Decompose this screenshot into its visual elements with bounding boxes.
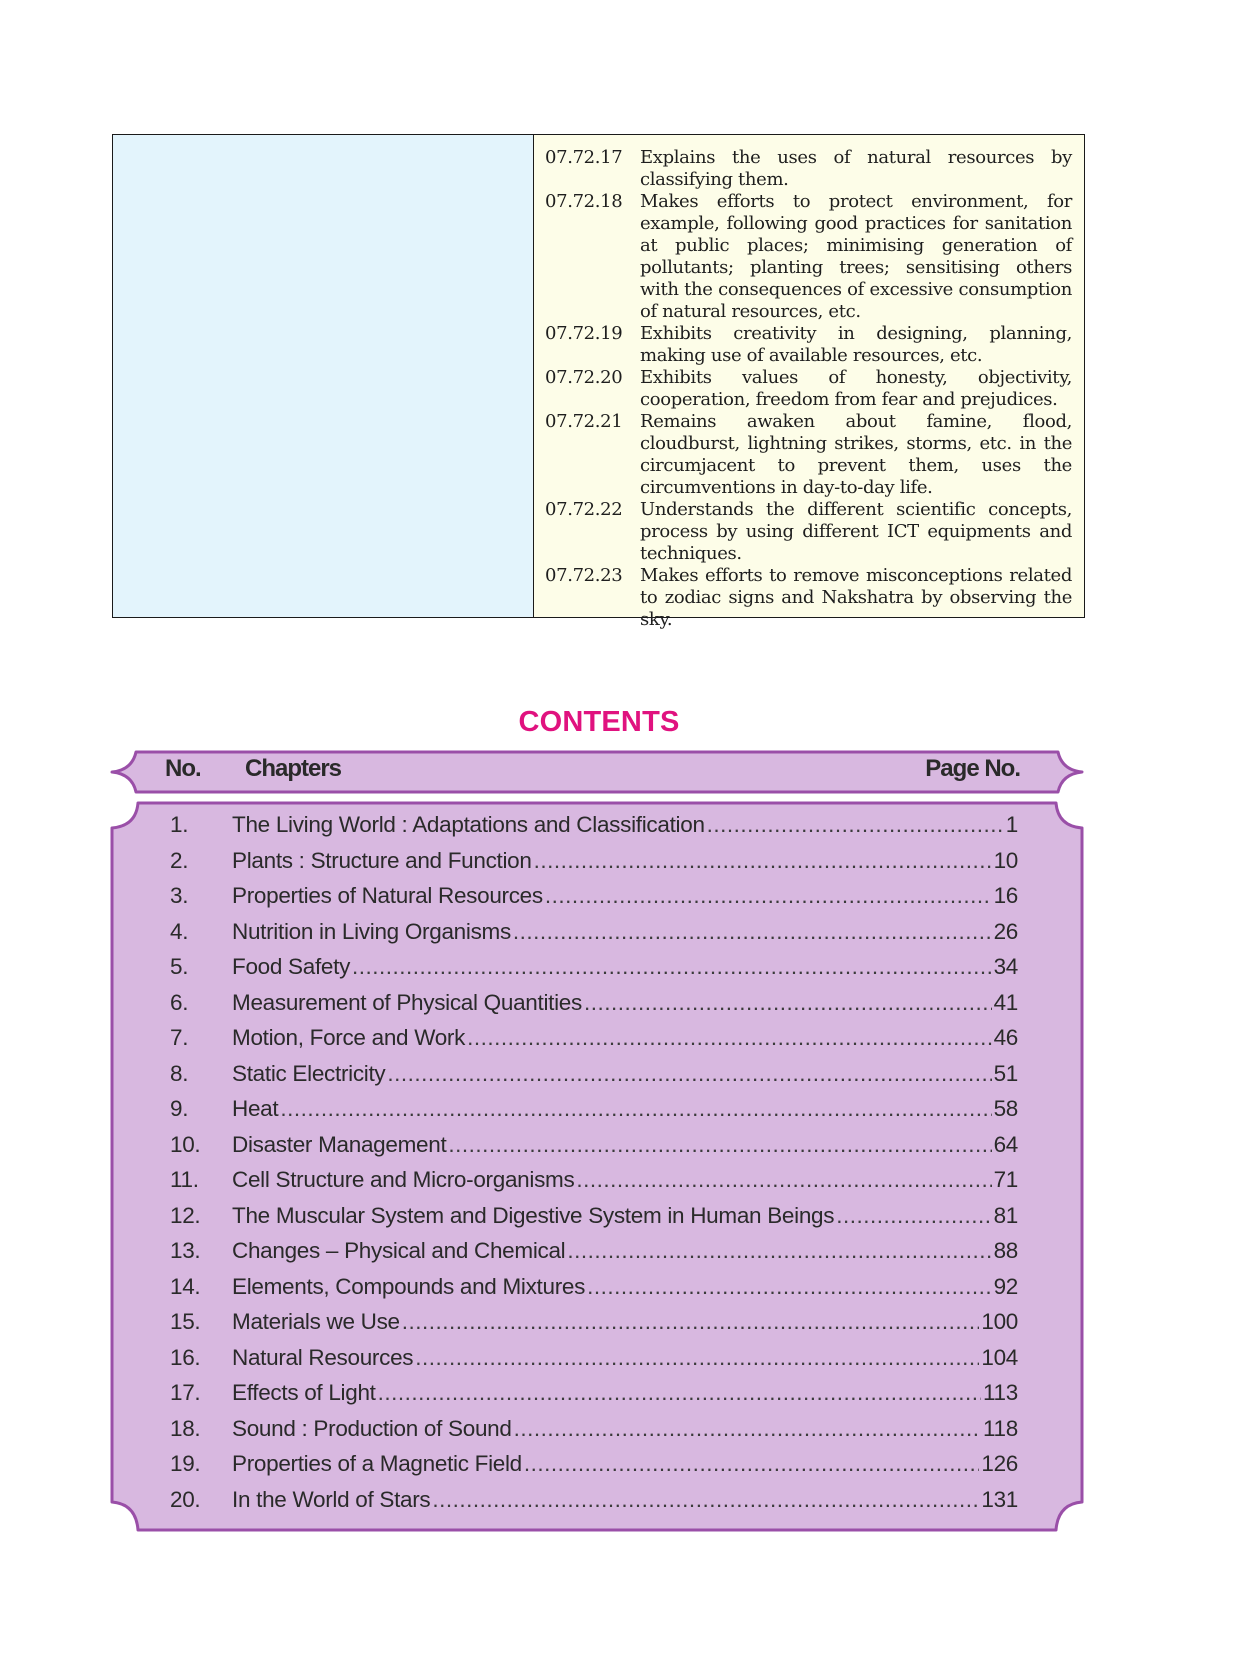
dot-leader xyxy=(836,1203,991,1229)
chapter-title: Measurement of Physical Quantities xyxy=(232,989,582,1015)
outcome-text: Exhibits values of honesty, objectivity, cooperation, freedom from fear and prejudices. xyxy=(640,367,1072,410)
outcome-code: 07.72.18 xyxy=(545,191,623,212)
chapter-title: Motion, Force and Work xyxy=(232,1025,466,1050)
chapter-row[interactable] xyxy=(170,1274,1018,1310)
chapter-page-number: 64 xyxy=(993,1131,1018,1157)
chapter-number: 5. xyxy=(170,954,189,979)
chapter-number: 19. xyxy=(170,1451,201,1476)
header-no: No. xyxy=(165,755,201,782)
chapter-page-number: 41 xyxy=(993,989,1018,1015)
dot-leader xyxy=(524,1451,979,1477)
chapter-title: Effects of Light xyxy=(232,1380,376,1405)
dot-leader xyxy=(432,1487,979,1513)
chapter-page-number: 100 xyxy=(981,1309,1018,1334)
chapter-number: 16. xyxy=(170,1344,201,1370)
chapter-row[interactable] xyxy=(170,919,1018,955)
chapter-title: The Muscular System and Digestive System in Human Beings xyxy=(232,1202,835,1228)
chapter-row[interactable] xyxy=(170,1309,1018,1345)
chapter-number: 1. xyxy=(170,812,189,837)
chapter-page-number: 92 xyxy=(993,1273,1018,1299)
dot-leader xyxy=(545,883,992,909)
chapter-number: 15. xyxy=(170,1309,201,1334)
chapter-page-number: 26 xyxy=(993,918,1018,944)
chapter-row[interactable] xyxy=(170,1096,1018,1132)
chapter-title: Materials we Use xyxy=(232,1309,400,1334)
chapter-row[interactable] xyxy=(170,1487,1018,1523)
dot-leader xyxy=(387,1061,991,1087)
outcome-code: 07.72.23 xyxy=(545,565,623,586)
chapter-title: Natural Resources xyxy=(232,1344,414,1370)
chapter-title: Properties of Natural Resources xyxy=(232,883,543,908)
dot-leader xyxy=(415,1345,979,1371)
chapter-title: Plants : Structure and Function xyxy=(232,847,532,873)
outcome-text: Makes efforts to protect environment, for example, following good practices for sanitation at public places; minimising generation of pollutants; planting trees; sensitising others with the consequences of excessive consumption of natural resources, etc. xyxy=(640,191,1072,322)
chapter-row[interactable] xyxy=(170,1061,1018,1097)
chapter-number: 13. xyxy=(170,1238,201,1263)
chapter-number: 3. xyxy=(170,883,189,908)
chapter-row[interactable] xyxy=(170,1345,1018,1381)
contents-title: CONTENTS xyxy=(518,706,680,738)
chapter-title: Elements, Compounds and Mixtures xyxy=(232,1273,586,1299)
dot-leader xyxy=(402,1309,980,1335)
chapter-row[interactable] xyxy=(170,1416,1018,1452)
chapter-number: 10. xyxy=(170,1131,201,1157)
chapter-page-number: 16 xyxy=(993,883,1018,908)
chapter-page-number: 131 xyxy=(981,1486,1018,1512)
chapter-row[interactable] xyxy=(170,1167,1018,1203)
chapter-number: 11. xyxy=(170,1167,199,1192)
dot-leader xyxy=(514,1416,981,1442)
chapter-row[interactable] xyxy=(170,1238,1018,1274)
dot-leader xyxy=(467,1025,991,1051)
chapter-page-number: 113 xyxy=(983,1380,1018,1405)
outcome-text: Remains awaken about famine, flood, cloudburst, lightning strikes, storms, etc. in the circumjacent to prevent them, uses the circumventions in day-to-day life. xyxy=(640,411,1072,498)
dot-leader xyxy=(448,1132,991,1158)
chapter-page-number: 34 xyxy=(993,954,1018,979)
outcome-text: Understands the different scientific concepts, process by using different ICT equipments and techniques. xyxy=(640,499,1072,564)
dot-leader xyxy=(280,1096,991,1122)
chapter-row[interactable] xyxy=(170,883,1018,919)
chapter-title: The Living World : Adaptations and Classification xyxy=(232,812,705,837)
contents-header xyxy=(160,752,1020,786)
outcome-text: Makes efforts to remove misconceptions related to zodiac signs and Nakshatra by observing the sky. xyxy=(640,565,1072,630)
chapter-row[interactable] xyxy=(170,1380,1018,1416)
chapter-title: Changes – Physical and Chemical xyxy=(232,1238,566,1263)
chapter-row[interactable] xyxy=(170,1132,1018,1168)
chapter-row[interactable] xyxy=(170,848,1018,884)
chapter-page-number: 1 xyxy=(1005,812,1018,837)
outcome-code: 07.72.22 xyxy=(545,499,623,520)
chapter-row[interactable] xyxy=(170,954,1018,990)
chapter-number: 18. xyxy=(170,1415,201,1441)
chapter-number: 20. xyxy=(170,1486,201,1512)
chapter-number: 17. xyxy=(170,1380,201,1405)
outcome-code: 07.72.17 xyxy=(545,147,623,168)
chapter-number: 4. xyxy=(170,918,189,944)
dot-leader xyxy=(587,1274,991,1300)
chapter-number: 8. xyxy=(170,1060,189,1086)
chapter-page-number: 81 xyxy=(993,1202,1018,1228)
chapter-page-number: 104 xyxy=(981,1344,1018,1370)
chapter-page-number: 58 xyxy=(993,1096,1018,1121)
chapter-page-number: 118 xyxy=(983,1415,1018,1441)
chapter-number: 12. xyxy=(170,1202,201,1228)
chapter-title: Food Safety xyxy=(232,954,351,979)
chapter-list xyxy=(170,812,1018,1522)
outcome-code: 07.72.21 xyxy=(545,411,623,432)
chapter-row[interactable] xyxy=(170,1025,1018,1061)
dot-leader xyxy=(707,812,1004,838)
dot-leader xyxy=(567,1238,991,1264)
outcome-code: 07.72.19 xyxy=(545,323,623,344)
chapter-title: Nutrition in Living Organisms xyxy=(232,918,511,944)
dot-leader xyxy=(576,1167,991,1193)
dot-leader xyxy=(534,848,992,874)
header-chapters: Chapters xyxy=(245,755,342,782)
chapter-row[interactable] xyxy=(170,1203,1018,1239)
chapter-row[interactable] xyxy=(170,812,1018,848)
chapter-row[interactable] xyxy=(170,990,1018,1026)
chapter-title: Disaster Management xyxy=(232,1131,447,1157)
chapter-row[interactable] xyxy=(170,1451,1018,1487)
outcome-code: 07.72.20 xyxy=(545,367,623,388)
chapter-title: In the World of Stars xyxy=(232,1486,431,1512)
chapter-page-number: 88 xyxy=(993,1238,1018,1263)
chapter-number: 2. xyxy=(170,847,189,873)
dot-leader xyxy=(584,990,992,1016)
dot-leader xyxy=(352,954,992,980)
dot-leader xyxy=(513,919,992,945)
outcome-text: Explains the uses of natural resources by classifying them. xyxy=(640,147,1072,190)
chapter-page-number: 126 xyxy=(981,1451,1018,1476)
chapter-number: 7. xyxy=(170,1025,189,1050)
chapter-number: 6. xyxy=(170,989,189,1015)
chapter-title: Static Electricity xyxy=(232,1060,386,1086)
dot-leader xyxy=(378,1380,981,1406)
chapter-title: Cell Structure and Micro-organisms xyxy=(232,1167,575,1192)
chapter-number: 9. xyxy=(170,1096,189,1121)
chapter-page-number: 46 xyxy=(993,1025,1018,1050)
chapter-title: Properties of a Magnetic Field xyxy=(232,1451,522,1476)
chapter-title: Heat xyxy=(232,1096,279,1121)
outcome-text: Exhibits creativity in designing, planning, making use of available resources, etc. xyxy=(640,323,1072,366)
chapter-page-number: 10 xyxy=(993,847,1018,873)
chapter-page-number: 51 xyxy=(993,1060,1018,1086)
chapter-title: Sound : Production of Sound xyxy=(232,1415,512,1441)
chapter-number: 14. xyxy=(170,1273,201,1299)
chapter-page-number: 71 xyxy=(993,1167,1018,1192)
header-page-no: Page No. xyxy=(925,755,1020,782)
